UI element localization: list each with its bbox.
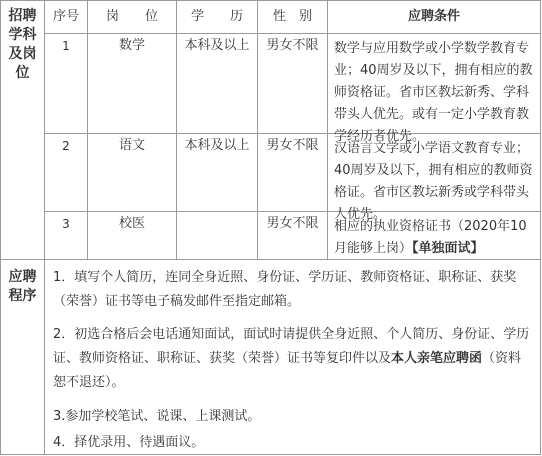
- section-label-process: [1, 264, 44, 310]
- process-step-4: 4．择优录用、待遇面议。: [53, 435, 205, 450]
- process-step-2-suffix: （资料恕不退还）。: [53, 351, 522, 390]
- section-label-subjects: [1, 1, 44, 89]
- row-2-education: 本科及以上: [184, 138, 250, 153]
- section-label-subjects-line-4: 位: [15, 65, 30, 81]
- header-conditions: 应聘条件: [407, 9, 460, 24]
- header-position: 岗 位: [105, 9, 158, 24]
- section-label-process-line-1: 应聘: [8, 269, 37, 285]
- row-1-position: 数学: [118, 38, 145, 53]
- row-1-conditions: 数学与应用数学或小学数学教育专业；40周岁及以下，拥有相应的教师资格证。省市区教坛新秀、学科带头人优先。或有一定小学教育教学经历者优先。: [334, 41, 533, 144]
- section-label-subjects-line-2: 学科: [8, 27, 37, 43]
- row-3-education: [177, 212, 257, 236]
- process-step-2-emphasis: 本人亲笔应聘函: [391, 351, 483, 366]
- row-2-conditions: 汉语言文学或小学语文教育专业；40周岁及以下，拥有相应的教师资格证。省市区教坛新秀或学科带头人优先。: [334, 141, 533, 222]
- process-step-2-text: 2．初选合格后会电话通知面试，面试时请提供全身近照、个人简历、身份证、学历证、教师资格证、职称证、获奖（荣誉）证书等复印件以及: [53, 327, 530, 366]
- process-step-3: 3.参加学校笔试、说课、上课测试。: [53, 409, 261, 424]
- section-label-process-line-2: 程序: [8, 288, 37, 304]
- row-2-gender: 男女不限: [266, 138, 319, 153]
- row-2-serial: 2: [62, 139, 70, 153]
- header-serial: 序号: [52, 9, 79, 24]
- row-3-conditions-text: 相应的执业资格证书（2020年10月能够上岗）: [334, 219, 527, 256]
- section-label-subjects-line-3: 及岗: [8, 46, 37, 62]
- row-3-conditions: [328, 212, 540, 259]
- header-gender: 性 别: [272, 9, 312, 24]
- row-3-conditions-emphasis: 【单独面试】: [412, 241, 484, 256]
- process-step-2: [45, 319, 540, 399]
- process-step-1: 1．填写个人简历，连同全身近照、身份证、学历证、教师资格证、职称证、获奖（荣誉）证书等电子稿发邮件至指定邮箱。: [53, 270, 517, 309]
- row-3-serial: 3: [62, 217, 70, 231]
- row-1-gender: 男女不限: [266, 38, 319, 53]
- row-1-education: 本科及以上: [184, 38, 250, 53]
- row-1-serial: 1: [62, 39, 70, 53]
- header-education: 学 历: [190, 9, 243, 24]
- row-3-gender: 男女不限: [266, 216, 319, 231]
- row-3-position: 校医: [118, 216, 145, 231]
- row-2-position: 语文: [118, 138, 145, 153]
- section-label-subjects-line-1: 招聘: [8, 8, 37, 24]
